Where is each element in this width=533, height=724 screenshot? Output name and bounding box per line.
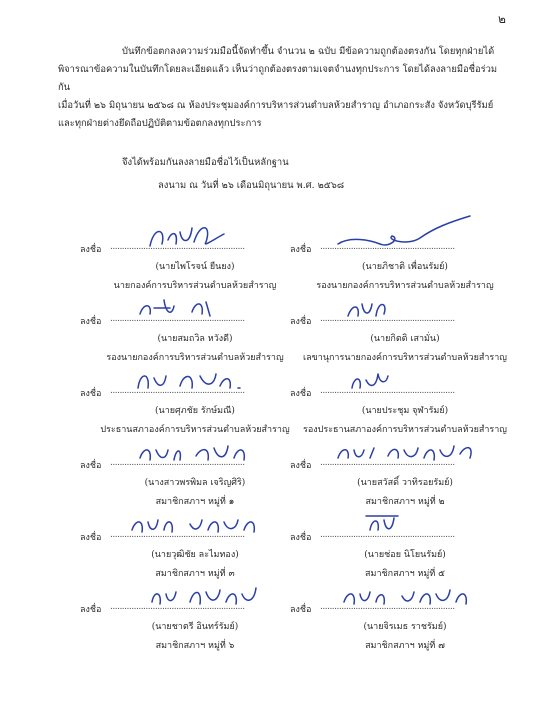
signer-name: (นายช่อย นิโยนรัมย์) bbox=[364, 550, 446, 560]
signer-name: (นายสมถวิล หวังดี) bbox=[157, 334, 233, 344]
signature-line: ......................................................... bbox=[320, 458, 455, 468]
signature-block-9 bbox=[80, 520, 310, 578]
intro-line-3: เมื่อวันที่ ๒๖ มิถุนายน ๒๕๖๘ ณ ห้องประชุมองค์การบริหารส่วนตำบลห้วยสำราญ อำเภอกระสัง จังหวัดบุรีรัมย์ bbox=[58, 100, 494, 111]
sign-label: ลงชื่อ bbox=[290, 317, 312, 327]
signature-line: ......................................................... bbox=[110, 602, 245, 612]
signer-position: สมาชิกสภาฯ หมู่ที่ ๑ bbox=[155, 497, 235, 507]
signature-line: ......................................................... bbox=[110, 458, 245, 468]
handwritten-signature bbox=[330, 290, 410, 330]
signer-name: (นายประชุม จุฬารัมย์) bbox=[361, 406, 449, 416]
signature-line: ......................................................... bbox=[320, 602, 455, 612]
signer-position: สมาชิกสภาฯ หมู่ที่ ๒ bbox=[365, 497, 445, 507]
signer-name: (นายจิรเมธ ราชรัมย์) bbox=[363, 622, 447, 632]
intro-line-2: พิจารณาข้อความในบันทึกโดยละเอียดแล้ว เห็นว่าถูกต้องตรงตามเจตจำนงทุกประการ โดยได้ลงลายมือชื่อร่วมกัน bbox=[58, 64, 498, 93]
handwritten-signature bbox=[330, 218, 460, 258]
signature-block-11 bbox=[80, 592, 310, 650]
sign-label: ลงชื่อ bbox=[80, 605, 102, 615]
signature-line: ......................................................... bbox=[110, 530, 245, 540]
handwritten-signature bbox=[330, 578, 480, 618]
signer-position: เลขานุการนายกองค์การบริหารส่วนตำบลห้วยสำราญ bbox=[303, 353, 507, 363]
handwritten-signature bbox=[330, 506, 410, 546]
sign-label: ลงชื่อ bbox=[80, 533, 102, 543]
signature-line: ......................................................... bbox=[320, 530, 455, 540]
signer-position: รองนายกองค์การบริหารส่วนตำบลห้วยสำราญ bbox=[316, 281, 494, 291]
sign-label: ลงชื่อ bbox=[80, 461, 102, 471]
signer-position: รองนายกองค์การบริหารส่วนตำบลห้วยสำราญ bbox=[106, 353, 284, 363]
signature-block-1 bbox=[80, 232, 310, 290]
signature-block-4 bbox=[290, 304, 520, 362]
signer-name: (นายศุภชัย รักษ์มณี) bbox=[155, 406, 235, 416]
signature-block-12 bbox=[290, 592, 520, 650]
signer-name: (นายกิตติ เสามั่น) bbox=[370, 334, 440, 344]
signature-block-8 bbox=[290, 448, 520, 506]
sign-label: ลงชื่อ bbox=[80, 317, 102, 327]
sign-label: ลงชื่อ bbox=[290, 533, 312, 543]
signature-block-3 bbox=[80, 304, 310, 362]
signer-name: (นายวุฒิชัย ละไมทอง) bbox=[151, 550, 239, 560]
signature-block-6 bbox=[290, 376, 520, 434]
signature-block-5 bbox=[80, 376, 310, 434]
signer-name: (นายไพโรจน์ ยืนยง) bbox=[155, 262, 235, 272]
handwritten-signature bbox=[120, 434, 260, 474]
signature-line: ......................................................... bbox=[320, 386, 455, 396]
signer-position: สมาชิกสภาฯ หมู่ที่ ๕ bbox=[365, 569, 445, 579]
signature-line: ......................................................... bbox=[110, 242, 245, 252]
signature-line: ......................................................... bbox=[110, 386, 245, 396]
signer-name: (นายภิชาติ เพื่อนรัมย์) bbox=[362, 262, 448, 272]
intro-line-1: บันทึกข้อตกลงความร่วมมือนี้จัดทำขึ้น จำนวน ๒ ฉบับ มีข้อความถูกต้องตรงกัน โดยทุกฝ่ายได้ bbox=[122, 46, 495, 57]
signature-block-2 bbox=[290, 232, 520, 290]
signature-line: ......................................................... bbox=[320, 242, 455, 252]
signer-position: สมาชิกสภาฯ หมู่ที่ ๓ bbox=[155, 569, 235, 579]
signer-position: ประธานสภาองค์การบริหารส่วนตำบลห้วยสำราญ bbox=[100, 425, 290, 435]
sign-label: ลงชื่อ bbox=[290, 389, 312, 399]
sign-label: ลงชื่อ bbox=[80, 389, 102, 399]
signer-name: (นางสาวพรพิมล เจริญศิริ) bbox=[144, 478, 246, 488]
signer-position: รองประธานสภาองค์การบริหารส่วนตำบลห้วยสำราญ bbox=[303, 425, 507, 435]
handwritten-signature bbox=[330, 362, 410, 402]
signature-line: ......................................................... bbox=[320, 314, 455, 324]
handwritten-signature bbox=[120, 362, 250, 402]
sign-label: ลงชื่อ bbox=[290, 605, 312, 615]
signature-block-7 bbox=[80, 448, 310, 506]
page-number: ๒ bbox=[498, 12, 506, 26]
handwritten-signature bbox=[120, 578, 270, 618]
handwritten-signature bbox=[120, 218, 230, 258]
signer-name: (นายสวัสดิ์ วาทิรอยรัมย์) bbox=[357, 478, 453, 488]
witness-line: จึงได้พร้อมกันลงลายมือชื่อไว้เป็นหลักฐาน bbox=[122, 157, 289, 168]
intro-paragraph bbox=[58, 43, 506, 133]
signer-position: นายกองค์การบริหารส่วนตำบลห้วยสำราญ bbox=[113, 281, 277, 291]
sign-label: ลงชื่อ bbox=[290, 245, 312, 255]
handwritten-signature bbox=[330, 434, 480, 474]
handwritten-signature bbox=[120, 290, 230, 330]
sign-label: ลงชื่อ bbox=[290, 461, 312, 471]
intro-line-4: และทุกฝ่ายต่างยึดถือปฏิบัติตามข้อตกลงทุกประการ bbox=[58, 118, 262, 129]
date-line: ลงนาม ณ วันที่ ๒๖ เดือนมิถุนายน พ.ศ. ๒๕๖๘ bbox=[158, 180, 345, 191]
signer-position: สมาชิกสภาฯ หมู่ที่ ๗ bbox=[365, 641, 445, 651]
signer-name: (นายชาตรี อินทร์รัมย์) bbox=[151, 622, 239, 632]
sign-label: ลงชื่อ bbox=[80, 245, 102, 255]
handwritten-signature bbox=[120, 506, 270, 546]
signature-line: ......................................................... bbox=[110, 314, 245, 324]
signer-position: สมาชิกสภาฯ หมู่ที่ ๖ bbox=[155, 641, 235, 651]
signature-block-10 bbox=[290, 520, 520, 578]
